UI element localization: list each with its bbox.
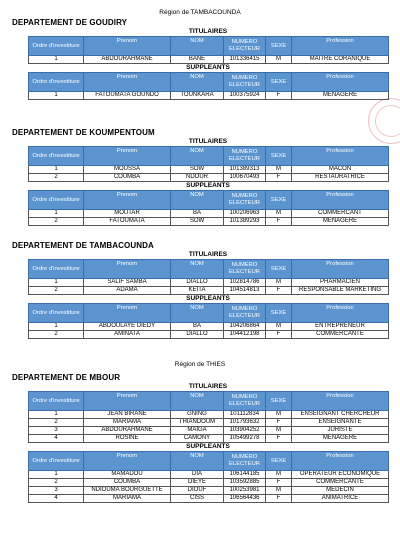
table-row bbox=[29, 210, 389, 218]
cell-nom: DIOUF bbox=[171, 487, 224, 495]
cell-profession: ENSEIGNANT CHERCHEUR bbox=[292, 411, 389, 419]
suppleants-heading: SUPPLEANTS bbox=[186, 295, 230, 302]
cell-ordre: 1 bbox=[29, 166, 84, 174]
cell-ordre: 4 bbox=[29, 495, 84, 503]
cell-prenom: ABDOULAYE DIEDY bbox=[84, 323, 171, 331]
department-section bbox=[12, 128, 390, 226]
cell-sexe: M bbox=[266, 210, 292, 218]
suppleants-table bbox=[28, 72, 389, 100]
titulaires-heading: TITULAIRES bbox=[188, 251, 228, 258]
cell-numero-electeur: 103592885 bbox=[224, 479, 266, 487]
column-header-profession: Profession bbox=[292, 147, 389, 166]
cell-ordre: 1 bbox=[29, 411, 84, 419]
cell-profession: ANIMATRICE bbox=[292, 495, 389, 503]
cell-ordre: 2 bbox=[29, 331, 84, 339]
cell-prenom: MOUSSA bbox=[84, 166, 171, 174]
column-header-nom: NOM bbox=[171, 392, 224, 411]
column-header-numero-electeur: NUMERO ELECTEUR bbox=[224, 260, 266, 279]
column-header-ordre: Ordre d'investiture bbox=[29, 392, 84, 411]
column-header-ordre: Ordre d'investiture bbox=[29, 37, 84, 56]
cell-ordre: 1 bbox=[29, 210, 84, 218]
column-header-prenom: Prenom bbox=[84, 191, 171, 210]
cell-ordre: 2 bbox=[29, 174, 84, 182]
cell-nom: DIA bbox=[171, 471, 224, 479]
titulaires-table bbox=[28, 259, 389, 295]
titulaires-table bbox=[28, 146, 389, 182]
cell-ordre: 4 bbox=[29, 435, 84, 443]
cell-sexe: M bbox=[266, 487, 292, 495]
cell-profession: MENAGERE bbox=[292, 435, 389, 443]
cell-ordre: 3 bbox=[29, 487, 84, 495]
table-row bbox=[29, 323, 389, 331]
titulaires-heading: TITULAIRES bbox=[188, 138, 228, 145]
column-header-profession: Profession bbox=[292, 37, 389, 56]
column-header-profession: Profession bbox=[292, 73, 389, 92]
cell-profession: MENAGERE bbox=[292, 92, 389, 100]
cell-numero-electeur: 101112834 bbox=[224, 411, 266, 419]
cell-numero-electeur: 100375924 bbox=[224, 92, 266, 100]
table-row bbox=[29, 495, 389, 503]
column-header-sexe: SEXE bbox=[266, 73, 292, 92]
cell-prenom: FATOUMATA bbox=[84, 218, 171, 226]
cell-sexe: M bbox=[266, 56, 292, 64]
column-header-numero-electeur: NUMERO ELECTEUR bbox=[224, 191, 266, 210]
cell-nom: BA bbox=[171, 323, 224, 331]
cell-prenom: FATOUMATA GOUNDO bbox=[84, 92, 171, 100]
cell-profession: ENTREPRENEUR bbox=[292, 323, 389, 331]
cell-prenom: JEAN BIRANE bbox=[84, 411, 171, 419]
cell-profession: MAITRE CORANIQUE bbox=[292, 56, 389, 64]
column-header-sexe: SEXE bbox=[266, 304, 292, 323]
suppleants-table bbox=[28, 190, 389, 226]
cell-numero-electeur: 106564436 bbox=[224, 495, 266, 503]
table-row bbox=[29, 287, 389, 295]
cell-numero-electeur: 101793632 bbox=[224, 419, 266, 427]
table-row bbox=[29, 279, 389, 287]
cell-sexe: F bbox=[266, 331, 292, 339]
cell-ordre: 1 bbox=[29, 279, 84, 287]
column-header-profession: Profession bbox=[292, 304, 389, 323]
cell-profession: OPERATEUR ECONOMIQUE bbox=[292, 471, 389, 479]
table-row bbox=[29, 411, 389, 419]
table-row bbox=[29, 487, 389, 495]
titulaires-heading: TITULAIRES bbox=[188, 28, 228, 35]
column-header-nom: NOM bbox=[171, 37, 224, 56]
column-header-profession: Profession bbox=[292, 392, 389, 411]
cell-numero-electeur: 104412198 bbox=[224, 331, 266, 339]
column-header-ordre: Ordre d'investiture bbox=[29, 304, 84, 323]
column-header-nom: NOM bbox=[171, 452, 224, 471]
cell-numero-electeur: 100670493 bbox=[224, 174, 266, 182]
cell-prenom: ROSINE bbox=[84, 435, 171, 443]
titulaires-table bbox=[28, 391, 389, 443]
cell-profession: PHARMACIEN bbox=[292, 279, 389, 287]
cell-ordre: 3 bbox=[29, 427, 84, 435]
suppleants-table bbox=[28, 303, 389, 339]
column-header-prenom: Prenom bbox=[84, 304, 171, 323]
column-header-nom: NOM bbox=[171, 191, 224, 210]
table-row bbox=[29, 479, 389, 487]
cell-ordre: 2 bbox=[29, 287, 84, 295]
department-title: DEPARTEMENT DE KOUMPENTOUM bbox=[12, 128, 155, 137]
column-header-sexe: SEXE bbox=[266, 37, 292, 56]
cell-nom: SOW bbox=[171, 166, 224, 174]
column-header-ordre: Ordre d'investiture bbox=[29, 452, 84, 471]
table-row bbox=[29, 166, 389, 174]
table-row bbox=[29, 92, 389, 100]
column-header-prenom: Prenom bbox=[84, 452, 171, 471]
column-header-profession: Profession bbox=[292, 452, 389, 471]
column-header-numero-electeur: NUMERO ELECTEUR bbox=[224, 37, 266, 56]
cell-profession: COMMERCANTE bbox=[292, 479, 389, 487]
suppleants-heading: SUPPLEANTS bbox=[186, 182, 230, 189]
cell-profession: RESTAURATRICE bbox=[292, 174, 389, 182]
table-row bbox=[29, 174, 389, 182]
region-thies-header: Région de THIES bbox=[174, 361, 226, 368]
cell-numero-electeur: 104514813 bbox=[224, 287, 266, 295]
cell-numero-electeur: 103904252 bbox=[224, 427, 266, 435]
titulaires-table bbox=[28, 36, 389, 64]
column-header-prenom: Prenom bbox=[84, 392, 171, 411]
titulaires-heading: TITULAIRES bbox=[188, 383, 228, 390]
suppleants-heading: SUPPLEANTS bbox=[186, 443, 230, 450]
cell-ordre: 1 bbox=[29, 56, 84, 64]
table-row bbox=[29, 331, 389, 339]
cell-prenom: MARIAMA bbox=[84, 495, 171, 503]
column-header-profession: Profession bbox=[292, 260, 389, 279]
cell-profession: MEDECIN bbox=[292, 487, 389, 495]
cell-profession: MACON bbox=[292, 166, 389, 174]
cell-prenom: AMINATA bbox=[84, 331, 171, 339]
column-header-numero-electeur: NUMERO ELECTEUR bbox=[224, 452, 266, 471]
cell-sexe: F bbox=[266, 92, 292, 100]
department-section bbox=[12, 18, 390, 100]
cell-prenom: MAMADOU bbox=[84, 471, 171, 479]
column-header-sexe: SEXE bbox=[266, 191, 292, 210]
cell-nom: SOW bbox=[171, 218, 224, 226]
cell-nom: BA bbox=[171, 210, 224, 218]
suppleants-heading: SUPPLEANTS bbox=[186, 64, 230, 71]
cell-prenom: MARIAMA bbox=[84, 419, 171, 427]
column-header-prenom: Prenom bbox=[84, 73, 171, 92]
cell-prenom: SALIF SAMBA bbox=[84, 279, 171, 287]
cell-profession: ENSEIGNANTE bbox=[292, 419, 389, 427]
column-header-ordre: Ordre d'investiture bbox=[29, 73, 84, 92]
cell-sexe: F bbox=[266, 218, 292, 226]
column-header-nom: NOM bbox=[171, 260, 224, 279]
column-header-nom: NOM bbox=[171, 304, 224, 323]
table-row bbox=[29, 218, 389, 226]
column-header-sexe: SEXE bbox=[266, 260, 292, 279]
cell-numero-electeur: 101389313 bbox=[224, 166, 266, 174]
cell-nom: TOUNKARA bbox=[171, 92, 224, 100]
cell-sexe: M bbox=[266, 471, 292, 479]
cell-sexe: M bbox=[266, 411, 292, 419]
cell-nom: GNING bbox=[171, 411, 224, 419]
cell-nom: DIALLO bbox=[171, 331, 224, 339]
table-row bbox=[29, 435, 389, 443]
column-header-prenom: Prenom bbox=[84, 260, 171, 279]
column-header-prenom: Prenom bbox=[84, 37, 171, 56]
cell-nom: THIANDOUM bbox=[171, 419, 224, 427]
cell-sexe: M bbox=[266, 427, 292, 435]
column-header-sexe: SEXE bbox=[266, 452, 292, 471]
department-section bbox=[12, 241, 390, 339]
cell-numero-electeur: 101336415 bbox=[224, 56, 266, 64]
cell-nom: DIEYE bbox=[171, 479, 224, 487]
cell-prenom: MOUTAR bbox=[84, 210, 171, 218]
cell-sexe: M bbox=[266, 323, 292, 331]
cell-ordre: 1 bbox=[29, 471, 84, 479]
cell-prenom: ABDOURAHMANE bbox=[84, 56, 171, 64]
cell-prenom: ADAMA bbox=[84, 287, 171, 295]
cell-numero-electeur: 101389293 bbox=[224, 218, 266, 226]
department-title: DEPARTEMENT DE GOUDIRY bbox=[12, 18, 128, 27]
cell-ordre: 2 bbox=[29, 218, 84, 226]
cell-numero-electeur: 105499278 bbox=[224, 435, 266, 443]
cell-sexe: M bbox=[266, 166, 292, 174]
cell-sexe: F bbox=[266, 287, 292, 295]
cell-nom: BANE bbox=[171, 56, 224, 64]
department-section bbox=[12, 373, 390, 503]
cell-nom: CISS bbox=[171, 495, 224, 503]
column-header-numero-electeur: NUMERO ELECTEUR bbox=[224, 73, 266, 92]
column-header-ordre: Ordre d'investiture bbox=[29, 147, 84, 166]
cell-nom: CAMONY bbox=[171, 435, 224, 443]
column-header-sexe: SEXE bbox=[266, 392, 292, 411]
department-title: DEPARTEMENT DE MBOUR bbox=[12, 373, 121, 382]
cell-numero-electeur: 104206864 bbox=[224, 323, 266, 331]
cell-numero-electeur: 100253981 bbox=[224, 487, 266, 495]
cell-sexe: F bbox=[266, 174, 292, 182]
cell-nom: DIALLO bbox=[171, 279, 224, 287]
column-header-numero-electeur: NUMERO ELECTEUR bbox=[224, 147, 266, 166]
table-row bbox=[29, 56, 389, 64]
cell-ordre: 2 bbox=[29, 479, 84, 487]
table-row bbox=[29, 427, 389, 435]
cell-profession: MENAGERE bbox=[292, 218, 389, 226]
region-header: Région de TAMBACOUNDA bbox=[159, 9, 241, 16]
cell-nom: MAIGA bbox=[171, 427, 224, 435]
cell-sexe: F bbox=[266, 419, 292, 427]
cell-sexe: F bbox=[266, 435, 292, 443]
cell-numero-electeur: 100206963 bbox=[224, 210, 266, 218]
table-row bbox=[29, 419, 389, 427]
table-row bbox=[29, 471, 389, 479]
cell-nom: NDOUR bbox=[171, 174, 224, 182]
cell-prenom: NDIOUMA BOURGUETTE bbox=[84, 487, 171, 495]
column-header-profession: Profession bbox=[292, 191, 389, 210]
department-title: DEPARTEMENT DE TAMBACOUNDA bbox=[12, 241, 154, 250]
cell-profession: RESPONSABLE MARKETING bbox=[292, 287, 389, 295]
cell-ordre: 1 bbox=[29, 323, 84, 331]
cell-profession: COMMERCANTE bbox=[292, 331, 389, 339]
cell-numero-electeur: 106144185 bbox=[224, 471, 266, 479]
column-header-sexe: SEXE bbox=[266, 147, 292, 166]
column-header-numero-electeur: NUMERO ELECTEUR bbox=[224, 392, 266, 411]
column-header-nom: NOM bbox=[171, 73, 224, 92]
suppleants-table bbox=[28, 451, 389, 503]
cell-prenom: COUMBA bbox=[84, 174, 171, 182]
cell-ordre: 1 bbox=[29, 92, 84, 100]
column-header-numero-electeur: NUMERO ELECTEUR bbox=[224, 304, 266, 323]
cell-profession: JURISTE bbox=[292, 427, 389, 435]
column-header-ordre: Ordre d'investiture bbox=[29, 260, 84, 279]
cell-sexe: M bbox=[266, 279, 292, 287]
column-header-ordre: Ordre d'investiture bbox=[29, 191, 84, 210]
cell-prenom: COUMBA bbox=[84, 479, 171, 487]
cell-prenom: ABDOURAHMANE bbox=[84, 427, 171, 435]
cell-ordre: 2 bbox=[29, 419, 84, 427]
cell-nom: KEITA bbox=[171, 287, 224, 295]
cell-numero-electeur: 102814786 bbox=[224, 279, 266, 287]
cell-sexe: F bbox=[266, 479, 292, 487]
column-header-prenom: Prenom bbox=[84, 147, 171, 166]
cell-profession: COMMERCANT bbox=[292, 210, 389, 218]
cell-sexe: F bbox=[266, 495, 292, 503]
column-header-nom: NOM bbox=[171, 147, 224, 166]
